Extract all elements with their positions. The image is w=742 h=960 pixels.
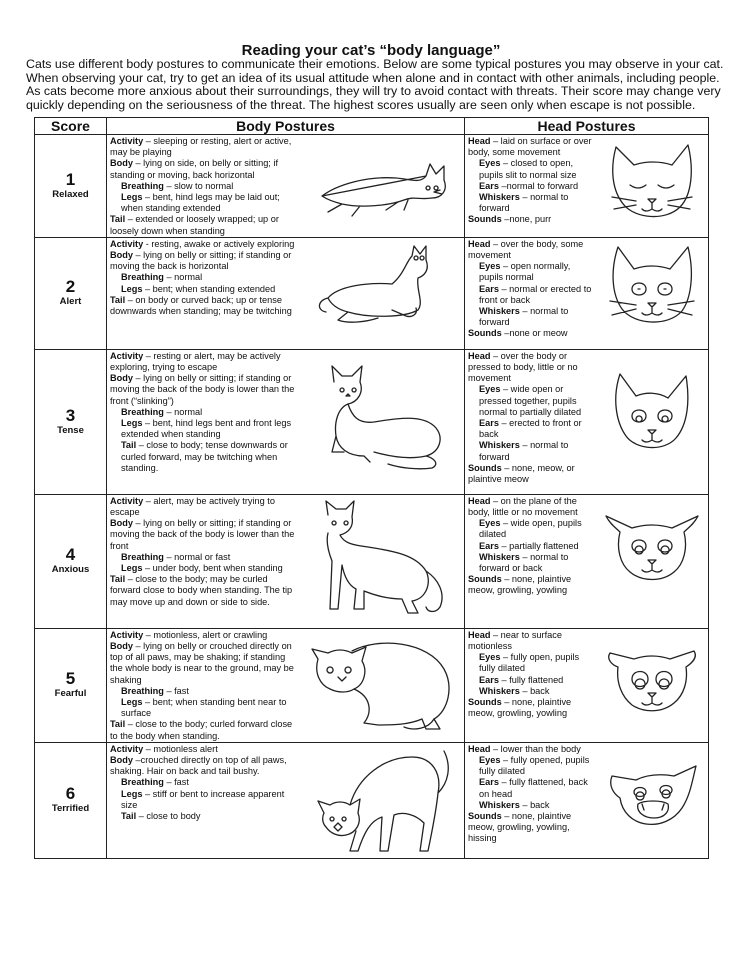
body-text: – lying on belly or crouched directly on top of all paws, may be shaking; if standing the whole body is near to the ground, may be shaking [110, 641, 294, 685]
body-text: – lying on belly or sitting; if standing or moving the back is horizontal [110, 250, 292, 272]
breathing-text: – fast [163, 685, 189, 696]
ears-label: Ears [479, 418, 499, 429]
eyes-text: – wide open, pupils dilated [479, 518, 582, 540]
activity-label: Activity [110, 743, 144, 754]
breathing-label: Breathing [121, 272, 164, 283]
tense-cat-head-illustration [602, 370, 702, 465]
sounds-label: Sounds [468, 328, 502, 339]
head-text: – laid on surface or over body, some movement [468, 136, 592, 158]
head-posture-description [465, 743, 595, 845]
head-text: – lower than the body [490, 743, 581, 754]
head-label: Head [468, 629, 491, 640]
body-label: Body [110, 158, 133, 169]
legs-label: Legs [121, 563, 143, 574]
sounds-label: Sounds [468, 811, 502, 822]
legs-label: Legs [121, 697, 143, 708]
tail-text: – extended or loosely wrapped; up or loosely down when standing [110, 214, 279, 236]
breathing-text: – normal [163, 272, 203, 283]
activity-text: – alert, may be actively trying to escape [110, 495, 275, 518]
score-number: 1 [65, 169, 76, 189]
whiskers-text: – normal to forward [479, 306, 569, 328]
tense-cat-body-illustration [308, 352, 458, 472]
legs-text: – bent; when standing bent near to surface [121, 697, 287, 719]
ears-text: –normal to forward [498, 180, 579, 191]
head-postures-cell [465, 135, 709, 238]
whiskers-label: Whiskers [479, 685, 520, 696]
table-row [35, 135, 709, 238]
body-text: – lying on belly or sitting; if standing or moving the back of the body is lower than the front (“slinking”) [110, 373, 295, 406]
activity-text: – sleeping or resting, alert or active, may be playing [110, 136, 292, 158]
body-text: – lying on belly or sitting; if standing or moving the back of the body is lower than the front [110, 518, 295, 551]
body-posture-image [302, 629, 464, 742]
intro-line: quickly depending on the seriousness of the threat. The highest scores usually are seen only when escape is not possible. [26, 97, 696, 112]
body-text: – lying on side, on belly or sitting; if standing or moving, back horizontal [110, 158, 279, 180]
body-posture-image [302, 135, 464, 237]
page-title: Reading your cat’s “body language” [241, 42, 501, 59]
tail-label: Tail [121, 811, 137, 822]
eyes-label: Eyes [479, 518, 501, 529]
head-text: – over the body, some movement [468, 238, 584, 261]
table-row [35, 349, 709, 494]
eyes-text: – wide open or pressed together, pupils normal to partially dilated [479, 384, 582, 417]
body-posture-image [302, 495, 464, 620]
body-label: Body [110, 755, 133, 766]
legs-label: Legs [121, 283, 143, 294]
legs-label: Legs [121, 788, 143, 799]
body-postures-header: Body Postures [107, 118, 465, 135]
eyes-text: – closed to open, pupils slit to normal size [479, 158, 577, 180]
whiskers-text: – back [519, 799, 550, 810]
anxious-cat-body-illustration [308, 495, 458, 620]
sounds-text: – none, plaintive meow, growling, yowling, hissing [468, 811, 572, 844]
score-number: 6 [65, 784, 76, 804]
body-text: –crouched directly on top of all paws, shaking. Hair on back and tail bushy. [110, 755, 287, 777]
eyes-label: Eyes [479, 384, 501, 395]
table-row [35, 628, 709, 742]
score-number: 5 [65, 669, 76, 689]
score-cell [35, 135, 107, 238]
tail-label: Tail [110, 574, 126, 585]
legs-text: – bent; when standing extended [142, 283, 276, 294]
breathing-text: – fast [163, 777, 189, 788]
score-header: Score [35, 118, 107, 135]
body-posture-description [107, 743, 302, 858]
eyes-text: – fully open, pupils fully dilated [479, 652, 580, 674]
sounds-label: Sounds [468, 462, 502, 473]
body-postures-cell [107, 628, 465, 742]
sounds-text: –none, purr [501, 214, 552, 225]
head-postures-cell [465, 742, 709, 858]
breathing-text: – slow to normal [163, 180, 234, 191]
whiskers-text: – normal to forward [479, 440, 569, 462]
legs-text: – stiff or bent to increase apparent size [121, 788, 285, 810]
alert-cat-head-illustration [602, 241, 702, 336]
legs-text: – bent, hind legs may be laid out; when standing extended [121, 192, 280, 214]
table-header-row [35, 118, 709, 135]
activity-text: – resting or alert, may be actively exploring, trying to escape [110, 350, 281, 373]
head-posture-image [595, 495, 708, 597]
sounds-label: Sounds [468, 697, 502, 708]
body-language-table [34, 117, 709, 859]
head-text: – on the plane of the body, little or no movement [468, 495, 578, 518]
terrified-cat-head-illustration [602, 746, 702, 841]
activity-text: – motionless alert [143, 743, 218, 754]
score-name: Anxious [51, 564, 90, 576]
fearful-cat-head-illustration [602, 629, 702, 724]
score-name: Tense [57, 424, 84, 436]
eyes-label: Eyes [479, 261, 501, 272]
tail-label: Tail [110, 214, 126, 225]
head-posture-description [465, 495, 595, 597]
body-posture-image [302, 238, 464, 333]
body-label: Body [110, 518, 133, 529]
head-postures-cell [465, 237, 709, 349]
head-postures-cell [465, 628, 709, 742]
sounds-text: –none or meow [501, 328, 568, 339]
whiskers-label: Whiskers [479, 551, 520, 562]
eyes-label: Eyes [479, 158, 501, 169]
sounds-text: – none, plaintive meow, growling, yowling [468, 574, 572, 596]
body-posture-description [107, 629, 302, 742]
body-posture-image [302, 743, 464, 858]
head-label: Head [468, 350, 491, 361]
intro-line: Cats use different body postures to communicate their emotions. Below are some typical postures you may observe in your cat. [26, 57, 724, 71]
body-label: Body [110, 641, 133, 652]
ears-text: – partially flattened [498, 540, 579, 551]
alert-cat-body-illustration [308, 238, 458, 333]
ears-text: – erected to front or back [479, 418, 582, 440]
ears-text: – fully flattened [498, 674, 564, 685]
table-row [35, 494, 709, 628]
table-row [35, 237, 709, 349]
score-cell [35, 349, 107, 494]
body-postures-cell [107, 742, 465, 858]
whiskers-label: Whiskers [479, 440, 520, 451]
body-posture-description [107, 135, 302, 237]
breathing-text: – normal [163, 406, 203, 417]
tail-text: – close to the body; curled forward close to the body when standing. [110, 719, 293, 741]
score-number: 2 [65, 277, 76, 297]
score-cell [35, 742, 107, 858]
breathing-label: Breathing [121, 406, 164, 417]
breathing-label: Breathing [121, 180, 164, 191]
ears-label: Ears [479, 540, 499, 551]
head-posture-description [465, 135, 595, 230]
eyes-text: – fully opened, pupils fully dilated [479, 755, 590, 777]
table-row [35, 742, 709, 858]
score-cell [35, 628, 107, 742]
ears-label: Ears [479, 283, 499, 294]
head-text: – near to surface motionless [468, 629, 562, 652]
intro-paragraph [26, 58, 726, 112]
head-text: – over the body or pressed to body, little or no movement [468, 350, 578, 384]
fearful-cat-body-illustration [308, 633, 458, 738]
body-label: Body [110, 250, 133, 261]
eyes-text: – open normally, pupils normal [479, 261, 571, 283]
tail-text: – close to body; tense downwards or curled forward, may be twitching when standing. [121, 440, 288, 473]
breathing-label: Breathing [121, 551, 164, 562]
sounds-label: Sounds [468, 574, 502, 585]
head-postures-cell [465, 494, 709, 628]
body-postures-cell [107, 494, 465, 628]
body-posture-description [107, 350, 302, 474]
activity-label: Activity [110, 495, 144, 506]
legs-label: Legs [121, 192, 143, 203]
activity-text: - resting, awake or actively exploring [143, 238, 295, 249]
ears-label: Ears [479, 777, 499, 788]
intro-line: As cats become more anxious about their surroundings, they will try to avoid contact with threats. Their score may change very [26, 84, 721, 99]
tail-text: – close to body [136, 811, 201, 822]
breathing-label: Breathing [121, 777, 164, 788]
head-posture-image [595, 238, 708, 340]
body-posture-description [107, 495, 302, 620]
score-cell [35, 237, 107, 349]
ears-label: Ears [479, 674, 499, 685]
score-name: Fearful [54, 688, 87, 700]
eyes-label: Eyes [479, 652, 501, 663]
ears-text: – fully flattened, back on head [479, 777, 588, 799]
head-posture-image [595, 629, 708, 724]
body-postures-cell [107, 135, 465, 238]
terrified-cat-body-illustration [308, 743, 458, 858]
body-posture-image [302, 350, 464, 474]
relaxed-cat-body-illustration [308, 146, 458, 226]
head-posture-image [595, 743, 708, 845]
sounds-label: Sounds [468, 214, 502, 225]
whiskers-text: – normal to forward [479, 192, 569, 214]
head-posture-description [465, 629, 595, 724]
legs-text: – bent, hind legs bent and front legs extended when standing [121, 418, 292, 440]
whiskers-label: Whiskers [479, 306, 520, 317]
score-name: Alert [59, 296, 82, 308]
whiskers-text: – normal to forward or back [479, 551, 569, 574]
whiskers-label: Whiskers [479, 799, 520, 810]
head-posture-image [595, 135, 708, 230]
tail-label: Tail [121, 440, 137, 451]
whiskers-text: – back [519, 685, 550, 696]
breathing-text: – normal or fast [163, 551, 231, 562]
body-postures-cell [107, 237, 465, 349]
activity-text: – motionless, alert or crawling [143, 629, 268, 640]
sounds-text: – none, plaintive meow, growling, yowling [468, 697, 572, 719]
whiskers-label: Whiskers [479, 192, 520, 203]
head-label: Head [468, 136, 491, 146]
head-label: Head [468, 495, 491, 506]
activity-label: Activity [110, 136, 144, 146]
activity-label: Activity [110, 350, 144, 361]
head-postures-header: Head Postures [465, 118, 709, 135]
head-posture-description [465, 238, 595, 340]
legs-label: Legs [121, 418, 143, 429]
intro-line: When observing your cat, try to get an idea of its usual attitude when alone and in contact with other animals, including people. [26, 70, 720, 85]
sounds-text: – none, meow, or plaintive meow [468, 462, 575, 485]
relaxed-cat-head-illustration [602, 135, 702, 230]
tail-label: Tail [110, 294, 126, 305]
score-name: Relaxed [52, 188, 89, 200]
breathing-label: Breathing [121, 685, 164, 696]
score-cell [35, 494, 107, 628]
legs-text: – under body, bent when standing [142, 563, 283, 574]
activity-label: Activity [110, 629, 144, 640]
eyes-label: Eyes [479, 755, 501, 766]
score-number: 4 [65, 545, 76, 565]
head-postures-cell [465, 349, 709, 494]
activity-label: Activity [110, 238, 144, 249]
score-name: Terrified [51, 803, 90, 815]
body-label: Body [110, 373, 133, 384]
tail-label: Tail [110, 719, 126, 730]
ears-text: – normal or erected to front or back [479, 283, 592, 305]
tail-text: – on body or curved back; up or tense downwards when standing; may be twitching [110, 294, 292, 317]
score-number: 3 [65, 405, 76, 425]
body-postures-cell [107, 349, 465, 494]
tail-text: – close to the body; may be curled forward close to body when standing. The tip may move up and down or side to side. [110, 574, 293, 607]
anxious-cat-head-illustration [602, 498, 702, 593]
head-posture-image [595, 350, 708, 485]
head-label: Head [468, 238, 491, 249]
head-label: Head [468, 743, 491, 754]
body-posture-description [107, 238, 302, 333]
ears-label: Ears [479, 180, 499, 191]
head-posture-description [465, 350, 595, 485]
